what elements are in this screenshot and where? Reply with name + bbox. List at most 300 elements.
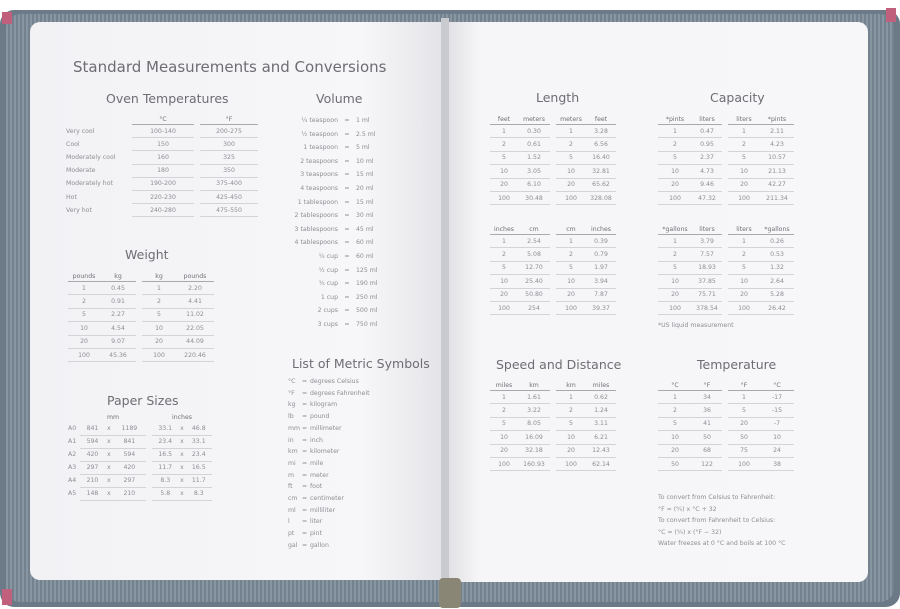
metric-name: liter: [310, 518, 323, 526]
table-row: [490, 165, 616, 178]
equals-sign: =: [302, 495, 308, 503]
table-row: [658, 138, 794, 151]
oven-label: Moderately cool: [66, 153, 116, 161]
metric-name: degrees Fahrenheit: [310, 389, 370, 397]
oven-label: Moderate: [66, 167, 96, 175]
table-cell: 20: [142, 335, 176, 348]
volume-amount: 4 tablespoons: [294, 239, 338, 247]
table-cell: 1: [556, 125, 586, 138]
paper-size: A4: [68, 477, 77, 484]
table-cell: 1: [490, 391, 518, 404]
equals-sign: =: [344, 171, 350, 179]
table-cell: 100: [728, 301, 760, 314]
equals-sign: =: [344, 280, 350, 288]
table-row: [658, 261, 794, 274]
volume-metric: 2.5 ml: [356, 130, 376, 138]
equals-sign: =: [344, 307, 350, 315]
temp-note: °F = (⁹⁄₅) x °C + 32: [658, 505, 717, 513]
table-cell: 16.40: [586, 151, 616, 164]
table-row: [68, 348, 214, 361]
table-row: [490, 191, 616, 204]
table-row: [68, 448, 212, 461]
metric-symbol: kg: [288, 401, 296, 409]
table-cell: 5: [728, 261, 760, 274]
table-row: [658, 288, 794, 301]
table-cell: 75.71: [692, 288, 722, 301]
metric-name: kilometer: [310, 448, 340, 456]
temp-note: °C = (⁵⁄₉) x (°F − 32): [658, 528, 722, 536]
column-header: liters: [728, 226, 760, 235]
equals-sign: =: [344, 184, 350, 192]
table-cell: 1: [728, 391, 760, 404]
volume-row: [278, 264, 378, 278]
table-cell: 100: [658, 191, 692, 204]
table-cell: 16.09: [518, 431, 550, 444]
volume-amount: 1 cup: [320, 293, 338, 301]
table-cell: 6.10: [518, 178, 550, 191]
column-header: pounds: [68, 273, 100, 282]
table-row: [490, 261, 616, 274]
table-cell: 378.54: [692, 301, 722, 314]
volume-metric: 10 ml: [356, 157, 374, 165]
table-cell: 20: [68, 335, 100, 348]
table-cell: 0.62: [586, 391, 616, 404]
metric-symbol: lb: [288, 413, 294, 421]
table-cell: 10: [490, 165, 518, 178]
paper-dimension: 5.8: [152, 487, 178, 500]
table-row: [490, 431, 616, 444]
oven-celsius: 180: [132, 164, 194, 177]
paper-dimension: x: [105, 422, 113, 435]
table-cell: 3.22: [518, 404, 550, 417]
weight-heading: Weight: [125, 247, 169, 262]
metric-symbol: ml: [288, 506, 296, 514]
table-row: [658, 191, 794, 204]
oven-celsius: 100-140: [132, 125, 194, 138]
table-row: [658, 404, 794, 417]
table-row: [658, 444, 794, 457]
table-row: [66, 164, 258, 177]
table-cell: 4.23: [760, 138, 794, 151]
volume-amount: ¼ cup: [318, 252, 338, 260]
table-cell: 65.62: [586, 178, 616, 191]
paper-size: A2: [68, 451, 77, 458]
metric-name: foot: [310, 483, 323, 491]
equals-sign: =: [302, 530, 308, 538]
table-cell: 24: [760, 444, 794, 457]
metric-row: [288, 435, 370, 447]
table-cell: 2.37: [692, 151, 722, 164]
table-row: [490, 235, 616, 248]
table-row: [658, 235, 794, 248]
zipper-pull[interactable]: [439, 578, 461, 608]
paper-size: A0: [68, 425, 77, 432]
table-cell: 10: [556, 165, 586, 178]
paper-dimension: x: [178, 461, 185, 474]
volume-metric: 15 ml: [356, 171, 374, 179]
paper-dimension: 11.7: [152, 461, 178, 474]
table-row: [658, 178, 794, 191]
paper-dimension: 46.8: [186, 422, 212, 435]
capacity-gallons-table: [658, 226, 794, 315]
table-row: [490, 178, 616, 191]
table-cell: 5: [728, 404, 760, 417]
table-cell: 0.30: [518, 125, 550, 138]
table-cell: 0.39: [586, 235, 616, 248]
table-cell: 5: [658, 261, 692, 274]
table-row: [68, 295, 214, 308]
oven-label: Very cool: [66, 127, 95, 135]
equals-sign: =: [344, 293, 350, 301]
table-row: [490, 288, 616, 301]
table-cell: 20: [658, 444, 692, 457]
table-row: [658, 457, 794, 470]
table-cell: 2: [556, 404, 586, 417]
table-row: [68, 322, 214, 335]
metric-row: [288, 399, 370, 411]
volume-row: [278, 223, 378, 237]
table-row: [490, 275, 616, 288]
table-cell: 4.41: [176, 295, 214, 308]
volume-metric: 20 ml: [356, 184, 374, 192]
table-cell: 100: [556, 457, 586, 470]
metric-row: [288, 376, 370, 388]
metric-row: [288, 458, 370, 470]
table-cell: 1: [68, 282, 100, 295]
metric-name: kilogram: [310, 401, 338, 409]
metric-name: degrees Celsius: [310, 378, 359, 385]
equals-sign: =: [302, 459, 308, 467]
paper-dimension: 11.7: [186, 474, 212, 487]
metric-row: [288, 423, 370, 435]
paper-dimension: x: [105, 487, 113, 500]
table-cell: 100: [658, 301, 692, 314]
paper-dimension: 33.1: [186, 435, 212, 448]
metric-symbol: pt: [288, 530, 295, 538]
column-header: meters: [518, 116, 550, 125]
table-row: [490, 138, 616, 151]
table-cell: 1: [556, 235, 586, 248]
table-row: [490, 417, 616, 430]
column-header: cm: [518, 226, 550, 235]
table-row: [68, 487, 212, 500]
table-row: [658, 248, 794, 261]
table-cell: -17: [760, 391, 794, 404]
table-row: [490, 444, 616, 457]
capacity-heading: Capacity: [710, 90, 765, 105]
table-cell: 100: [556, 191, 586, 204]
volume-heading: Volume: [316, 91, 363, 106]
table-cell: 5: [556, 151, 586, 164]
table-cell: 25.40: [518, 275, 550, 288]
paper-dimension: 841: [113, 435, 146, 448]
volume-row: [278, 277, 378, 291]
table-cell: 1.24: [586, 404, 616, 417]
volume-list: [278, 114, 378, 332]
column-header: liters: [692, 116, 722, 125]
metric-heading: List of Metric Symbols: [292, 356, 430, 371]
oven-table: [66, 116, 258, 217]
table-cell: 62.14: [586, 457, 616, 470]
table-cell: 10.57: [760, 151, 794, 164]
table-cell: 5: [490, 261, 518, 274]
table-cell: 9.07: [100, 335, 136, 348]
volume-amount: 1 tablespoon: [297, 198, 338, 206]
metric-name: inch: [310, 436, 323, 444]
metric-name: centimeter: [310, 495, 344, 503]
metric-name: meter: [310, 471, 329, 479]
table-cell: 20: [556, 178, 586, 191]
table-cell: 5: [142, 308, 176, 321]
table-cell: 5: [490, 417, 518, 430]
oven-label: Cool: [66, 140, 80, 148]
table-cell: 68: [692, 444, 722, 457]
table-row: [490, 404, 616, 417]
metric-row: [288, 505, 370, 517]
paper-dimension: 16.5: [186, 461, 212, 474]
temp-note: To convert from Fahrenheit to Celsius:: [658, 517, 776, 525]
table-row: [490, 248, 616, 261]
table-cell: 1.61: [518, 391, 550, 404]
table-cell: 2: [556, 248, 586, 261]
table-cell: 6.21: [586, 431, 616, 444]
oven-heading: Oven Temperatures: [106, 91, 229, 106]
paper-dimension: x: [105, 435, 113, 448]
column-header: °F: [728, 382, 760, 391]
column-header: kg: [142, 273, 176, 282]
weight-table: [68, 273, 214, 362]
metric-symbol: mm: [288, 424, 301, 432]
equals-sign: =: [344, 239, 350, 247]
volume-row: [278, 318, 378, 332]
table-cell: 20: [556, 444, 586, 457]
volume-amount: ¾ cup: [318, 280, 338, 288]
equals-sign: =: [302, 483, 308, 491]
table-cell: 2: [658, 404, 692, 417]
metric-row: [288, 540, 370, 552]
metric-name: pint: [310, 530, 322, 538]
table-cell: 26.42: [760, 301, 794, 314]
metric-name: mile: [310, 459, 324, 467]
table-cell: 3.94: [586, 275, 616, 288]
volume-metric: 250 ml: [356, 293, 378, 301]
metric-symbol: cm: [288, 495, 298, 503]
table-cell: 2: [490, 248, 518, 261]
column-header: meters: [556, 116, 586, 125]
temperature-table: [658, 382, 794, 471]
volume-metric: 1 ml: [356, 117, 370, 124]
paper-dimension: x: [178, 448, 185, 461]
table-cell: 220.46: [176, 348, 214, 361]
capacity-note: *US liquid measurement: [658, 322, 734, 329]
table-row: [68, 282, 214, 295]
table-row: [658, 151, 794, 164]
table-cell: 32.18: [518, 444, 550, 457]
volume-metric: 125 ml: [356, 266, 378, 274]
metric-symbol: °C: [288, 378, 296, 385]
table-cell: 0.45: [100, 282, 136, 295]
table-cell: 5: [556, 261, 586, 274]
paper-dimension: 210: [80, 474, 105, 487]
equals-sign: =: [302, 401, 308, 409]
equals-sign: =: [302, 424, 308, 432]
volume-metric: 5 ml: [356, 144, 370, 152]
table-cell: 100: [728, 191, 760, 204]
paper-dimension: x: [105, 461, 113, 474]
table-cell: 100: [68, 348, 100, 361]
equals-sign: =: [344, 198, 350, 206]
table-cell: 3.05: [518, 165, 550, 178]
temp-note: Water freezes at 0 °C and boils at 100 °C: [658, 540, 786, 548]
table-cell: 10: [556, 431, 586, 444]
table-cell: 1.97: [586, 261, 616, 274]
oven-col-c: °C: [132, 116, 194, 125]
speed-heading: Speed and Distance: [496, 357, 622, 372]
table-cell: 21.13: [760, 165, 794, 178]
table-cell: 6.56: [586, 138, 616, 151]
paper-size: A5: [68, 490, 77, 497]
table-cell: 30.48: [518, 191, 550, 204]
volume-amount: 2 cups: [317, 307, 338, 315]
table-cell: 10: [728, 165, 760, 178]
paper-dimension: x: [105, 474, 113, 487]
table-cell: 2: [728, 248, 760, 261]
volume-metric: 60 ml: [356, 252, 374, 260]
table-cell: 39.37: [586, 301, 616, 314]
paper-dimension: x: [178, 487, 185, 500]
metric-symbol: °F: [288, 389, 295, 397]
column-header: miles: [586, 382, 616, 391]
paper-dimension: 33.1: [152, 422, 178, 435]
oven-fahrenheit: 200-275: [200, 125, 258, 138]
column-header: *gallons: [760, 226, 794, 235]
table-cell: 20: [556, 288, 586, 301]
table-row: [68, 461, 212, 474]
volume-metric: 15 ml: [356, 198, 374, 206]
metric-row: [288, 528, 370, 540]
equals-sign: =: [302, 389, 308, 397]
page-title: Standard Measurements and Conversions: [73, 58, 387, 76]
column-header: *gallons: [658, 226, 692, 235]
table-cell: 5: [658, 151, 692, 164]
column-header: pounds: [176, 273, 214, 282]
metric-row: [288, 411, 370, 423]
volume-amount: ¼ teaspoon: [301, 117, 338, 124]
paper-table: [68, 414, 212, 501]
table-cell: 1: [490, 235, 518, 248]
metric-symbol: mi: [288, 459, 296, 467]
table-cell: 3.28: [586, 125, 616, 138]
table-cell: 18.93: [692, 261, 722, 274]
table-cell: 20: [728, 417, 760, 430]
paper-dimension: 8.3: [152, 474, 178, 487]
volume-row: [278, 128, 378, 142]
volume-metric: 500 ml: [356, 307, 378, 315]
oven-celsius: 220-230: [132, 190, 194, 203]
column-header: feet: [490, 116, 518, 125]
paper-dimension: 148: [80, 487, 105, 500]
length-heading: Length: [536, 90, 580, 105]
table-cell: -15: [760, 404, 794, 417]
book-spine: [441, 18, 449, 593]
column-header: km: [518, 382, 550, 391]
paper-dimension: 23.4: [152, 435, 178, 448]
metric-name: gallon: [310, 541, 329, 549]
volume-row: [278, 250, 378, 264]
table-row: [66, 177, 258, 190]
oven-fahrenheit: 425-450: [200, 190, 258, 203]
paper-dimension: 841: [80, 422, 105, 435]
metric-symbol: in: [288, 436, 294, 444]
metric-row: [288, 388, 370, 400]
capacity-pints-table: [658, 116, 794, 205]
metric-symbol: ft: [288, 483, 293, 491]
table-cell: 8.05: [518, 417, 550, 430]
table-cell: 2: [556, 138, 586, 151]
oven-celsius: 240-280: [132, 204, 194, 217]
table-row: [68, 474, 212, 487]
paper-dimension: 16.5: [152, 448, 178, 461]
metric-list: [288, 376, 370, 552]
equals-sign: =: [344, 117, 350, 124]
equals-sign: =: [302, 378, 308, 385]
table-cell: 20: [490, 444, 518, 457]
table-cell: 10: [658, 165, 692, 178]
table-cell: 10: [68, 322, 100, 335]
table-cell: 3.79: [692, 235, 722, 248]
table-row: [68, 335, 214, 348]
oven-celsius: 190-200: [132, 177, 194, 190]
table-cell: 2: [68, 295, 100, 308]
oven-label: Hot: [66, 193, 77, 201]
paper-dimension: 420: [80, 448, 105, 461]
volume-row: [278, 291, 378, 305]
table-cell: 50: [658, 457, 692, 470]
table-cell: 20: [490, 288, 518, 301]
volume-metric: 45 ml: [356, 225, 374, 233]
table-cell: 50: [692, 431, 722, 444]
volume-amount: ½ teaspoon: [301, 130, 338, 138]
table-cell: 2.11: [760, 125, 794, 138]
table-cell: 34: [692, 391, 722, 404]
paper-col-inches: inches: [172, 414, 192, 421]
table-cell: 1: [728, 235, 760, 248]
table-cell: 100: [142, 348, 176, 361]
table-cell: -7: [760, 417, 794, 430]
paper-dimension: x: [178, 422, 185, 435]
table-cell: 100: [490, 301, 518, 314]
left-page: [30, 22, 444, 580]
table-row: [66, 125, 258, 138]
table-cell: 10: [142, 322, 176, 335]
pattern-edge: [886, 8, 896, 22]
equals-sign: =: [344, 212, 350, 220]
equals-sign: =: [344, 252, 350, 260]
table-cell: 2.64: [760, 275, 794, 288]
column-header: *pints: [760, 116, 794, 125]
table-cell: 20: [728, 178, 760, 191]
paper-size: A3: [68, 464, 77, 471]
metric-name: pound: [310, 413, 330, 421]
table-row: [66, 190, 258, 203]
table-cell: 5: [658, 417, 692, 430]
volume-metric: 30 ml: [356, 212, 374, 220]
length-feet-table: [490, 116, 616, 205]
table-cell: 20: [490, 178, 518, 191]
table-cell: 100: [556, 301, 586, 314]
metric-row: [288, 446, 370, 458]
volume-amount: ½ cup: [318, 266, 338, 274]
